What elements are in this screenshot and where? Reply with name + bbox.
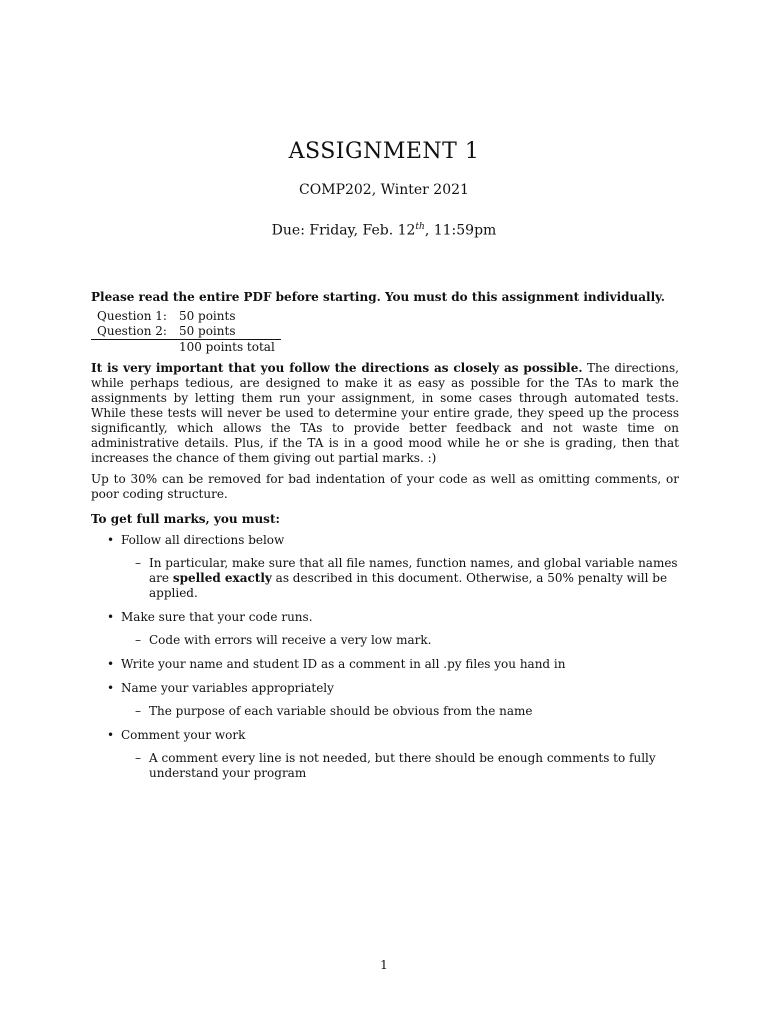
list-item <box>107 681 679 719</box>
list-item-text: Make sure that your code runs. <box>121 610 313 624</box>
full-marks-heading: To get full marks, you must: <box>91 512 280 526</box>
dash-icon: – <box>135 751 141 765</box>
bullet-icon: • <box>107 533 115 547</box>
sub-list-item <box>135 704 679 719</box>
bullet-icon: • <box>107 610 115 624</box>
due-prefix: Due: Friday, Feb. 12 <box>271 222 416 239</box>
requirements-list <box>91 533 679 781</box>
dash-icon: – <box>135 633 141 647</box>
sub-list-item <box>135 633 679 648</box>
points-total: 100 points total <box>173 340 281 356</box>
sub-list <box>121 751 679 781</box>
points-total-spacer <box>91 340 173 356</box>
assignment-title: ASSIGNMENT 1 <box>288 139 480 164</box>
dash-icon: – <box>135 556 141 570</box>
sub-list-item <box>135 751 679 781</box>
list-item <box>107 657 679 672</box>
page-number: 1 <box>380 958 388 972</box>
course-line: COMP202, Winter 2021 <box>299 182 469 198</box>
document-body <box>91 290 679 790</box>
sub-item-text-after: as described in this document. Otherwise, a 50% penalty will be applied. <box>149 571 668 600</box>
due-suffix: , 11:59pm <box>424 222 497 239</box>
points-table <box>91 309 281 355</box>
sub-item-text-before: In particular, make sure that all file names, function names, and global variable names are <box>149 556 678 585</box>
due-date-line <box>0 222 768 239</box>
directions-text: The directions, while perhaps tedious, are designed to make it as easy as possible for the TAs to mark the assignments by letting them run your assignment, in some cases through automated tests. While these tests will never be used to determine your entire grade, they speed up the process significantly, which allows the TAs to provide better feedback and not waste time on administrative details. Plus, if the TA is in a good mood while he or she is grading, then that increases the chance of them giving out partial marks. :) <box>91 361 679 465</box>
points-value-q2: 50 points <box>178 324 236 338</box>
sub-list-item <box>135 556 679 601</box>
indentation-paragraph: Up to 30% can be removed for bad indentation of your code as well as omitting comments, or poor coding structure. <box>91 472 679 501</box>
sub-item-text: A comment every line is not needed, but there should be enough comments to fully understand your program <box>149 751 656 780</box>
list-item <box>107 533 679 601</box>
bullet-icon: • <box>107 728 115 742</box>
points-value-q1: 50 points <box>178 309 236 323</box>
sub-item-text-bold: spelled exactly <box>172 571 272 585</box>
sub-list <box>121 556 679 601</box>
list-item-text: Follow all directions below <box>121 533 285 547</box>
list-item-text: Write your name and student ID as a comment in all .py files you hand in <box>121 657 566 671</box>
list-item-text: Name your variables appropriately <box>121 681 334 695</box>
intro-instruction: Please read the entire PDF before starting. You must do this assignment individually. <box>91 290 665 304</box>
points-total-row <box>91 340 281 356</box>
points-row-q2 <box>91 324 281 340</box>
points-row-q1 <box>91 309 281 324</box>
list-item-text: Comment your work <box>121 728 246 742</box>
sub-item-text: The purpose of each variable should be obvious from the name <box>149 704 533 718</box>
due-superscript: th <box>415 222 425 232</box>
sub-list <box>121 704 679 719</box>
dash-icon: – <box>135 704 141 718</box>
sub-item-text: Code with errors will receive a very low mark. <box>149 633 432 647</box>
directions-paragraph <box>91 361 679 466</box>
points-label-q2: Question 2: <box>97 324 167 338</box>
list-item <box>107 610 679 648</box>
directions-lead: It is very important that you follow the directions as closely as possible. <box>91 361 583 375</box>
sub-list <box>121 633 679 648</box>
bullet-icon: • <box>107 681 115 695</box>
list-item <box>107 728 679 781</box>
points-label-q1: Question 1: <box>97 309 167 323</box>
bullet-icon: • <box>107 657 115 671</box>
